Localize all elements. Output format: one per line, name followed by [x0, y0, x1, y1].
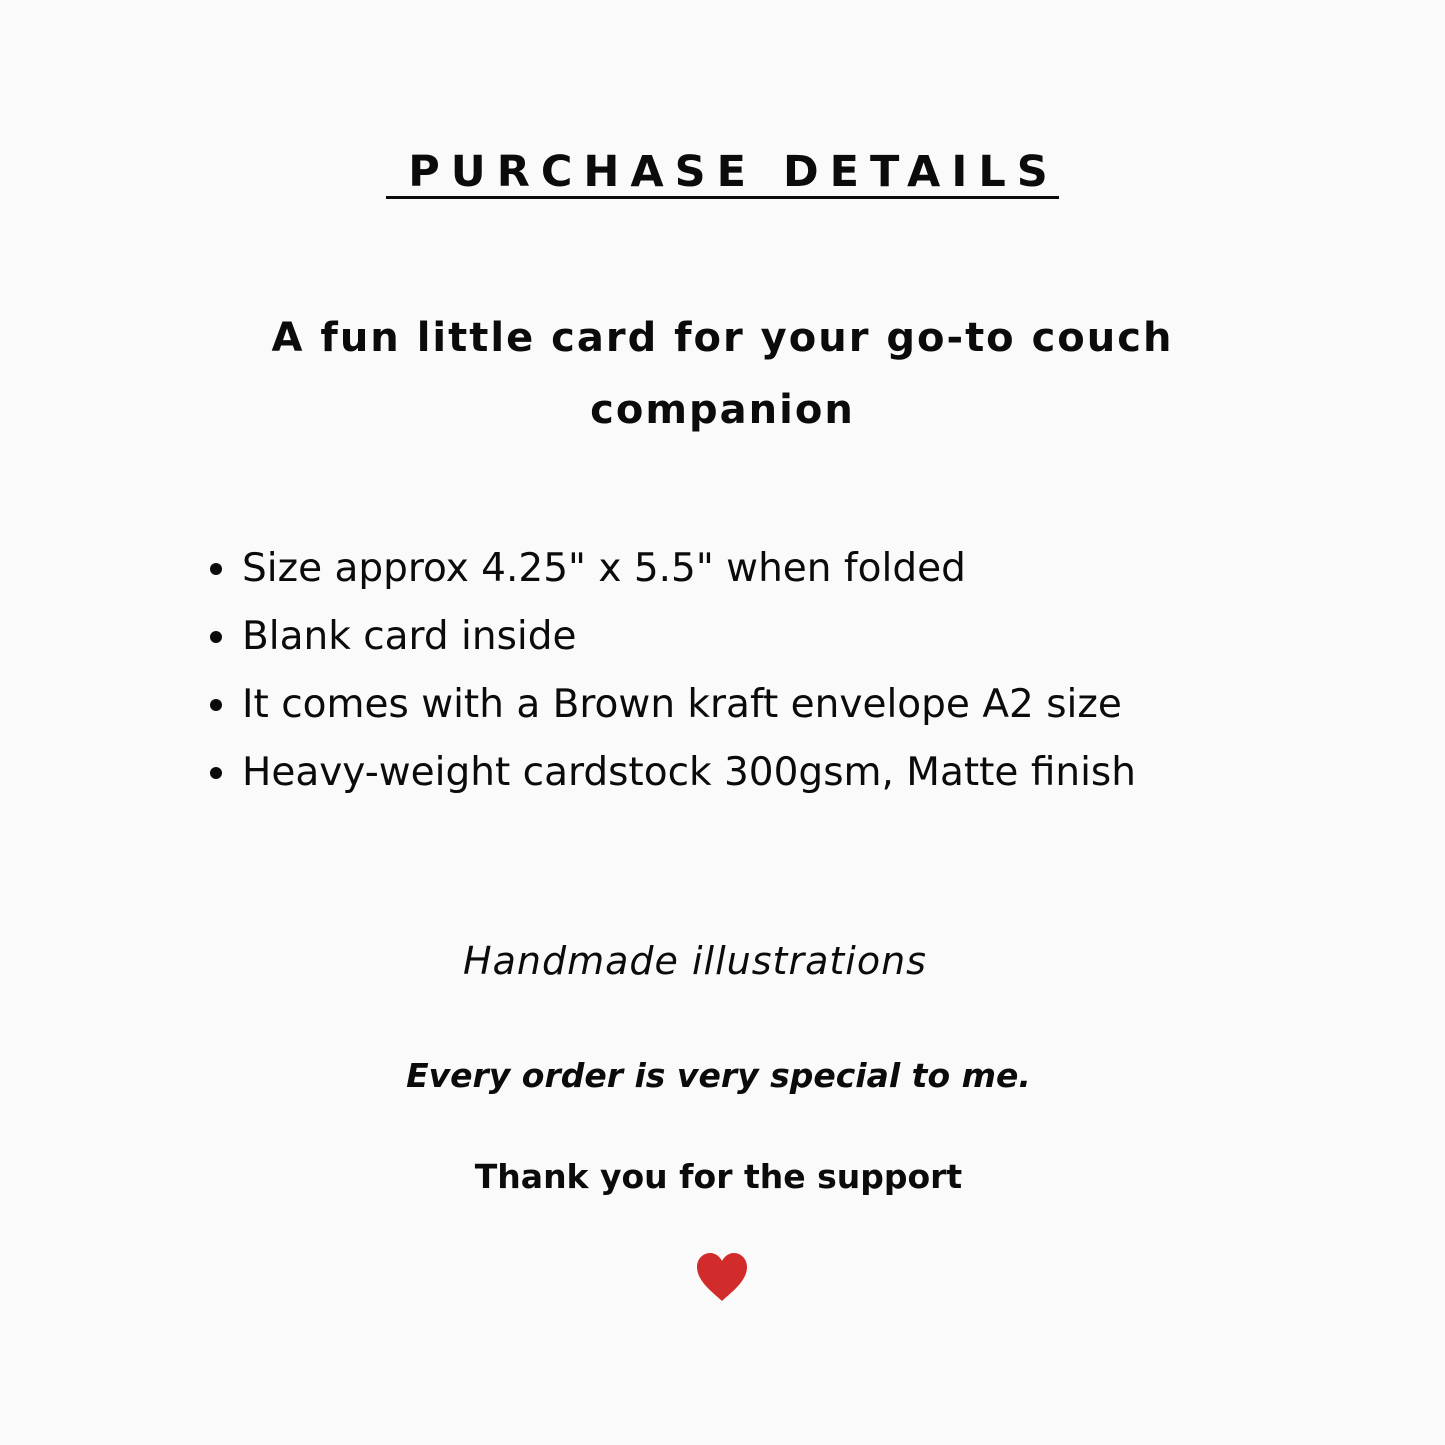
list-item-text: Size approx 4.25" x 5.5" when folded	[242, 546, 966, 591]
bullet-icon	[210, 563, 222, 575]
card-subtitle: A fun little card for your go-to couch companion	[271, 315, 1174, 433]
list-item-text: Blank card inside	[242, 614, 577, 659]
bullet-icon	[210, 767, 222, 779]
list-item-text: Heavy-weight cardstock 300gsm, Matte finish	[242, 750, 1136, 795]
thank-you-note: Thank you for the support	[474, 1157, 963, 1196]
bullet-icon	[210, 631, 222, 643]
page-title	[0, 146, 1445, 199]
bullet-icon	[210, 699, 222, 711]
list-item	[207, 603, 1136, 671]
heart-icon	[695, 1252, 749, 1302]
list-item	[207, 535, 1136, 603]
details-list	[207, 535, 1136, 807]
special-note: Every order is very special to me.	[406, 1056, 1031, 1095]
page-title-text: PURCHASE DETAILS	[386, 148, 1058, 199]
list-item	[207, 671, 1136, 739]
list-item-text: It comes with a Brown kraft envelope A2 size	[242, 682, 1122, 727]
tagline: Handmade illustrations	[463, 939, 927, 983]
list-item	[207, 739, 1136, 807]
